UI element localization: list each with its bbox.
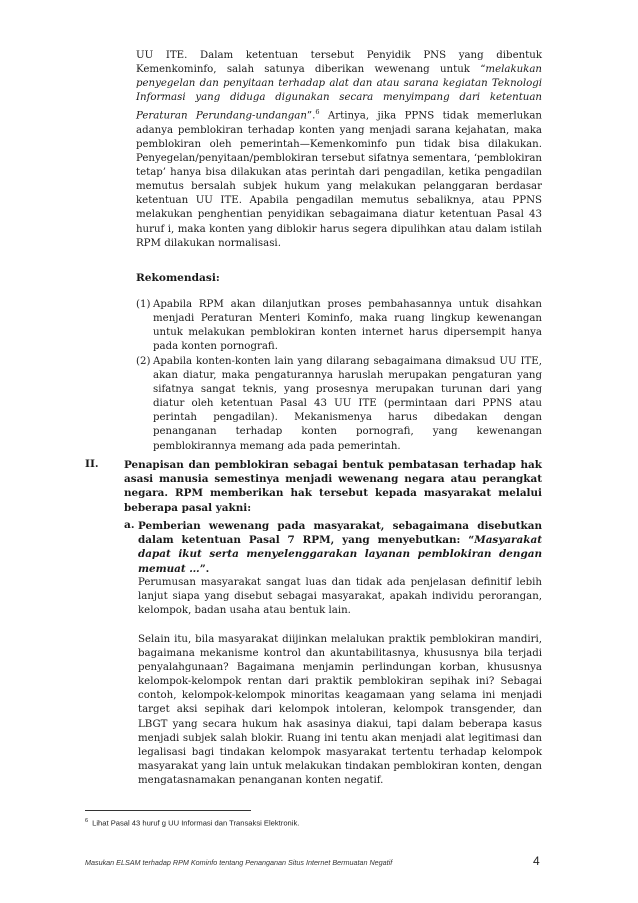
footnote: [85, 818, 299, 828]
subsection-quote-end: ”.: [199, 562, 210, 575]
list-item-text: Apabila RPM akan dilanjutkan proses pembahasannya untuk disahkan menjadi Peraturan Menteri Kominfo, maka ruang lingkup kewenangan untuk melakukan pemblokiran konten internet harus dipersempit hanya pada konten pornografi.: [153, 299, 542, 353]
section-heading: Penapisan dan pemblokiran sebagai bentuk pembatasan terhadap hak asasi manusia semestinya menjadi wewenang negara atau perangkat negara. RPM memberikan hak tersebut kepada masyarakat melalui beberapa pasal yakni:: [124, 459, 542, 514]
subsection-text: Pemberian wewenang pada masyarakat, sebagaimana disebutkan dalam ketentuan Pasal 7 RPM, yang menyebutkan: “: [138, 520, 542, 547]
list-number: (1): [136, 299, 151, 310]
continuation-line: UU ITE. Dalam ketentuan tersebut Penyidik PNS yang dibentuk Kemenkominfo,: [136, 50, 542, 76]
list-item-text: Apabila konten-konten lain yang dilarang sebagaimana dimaksud UU ITE, akan diatur, maka pengaturannya haruslah merupakan pengaturan yang sifatnya sangat teknis, yang prosesnya merupakan turunan dari yang diatur oleh ketentuan Pasal 43 UU ITE (permintaan dari PPNS atau perintah pengadilan). Mekanismenya harus dibedakan dengan penanganan terhadap konten pornografi, yang kewenangan pemblokirannya memang ada pada pemerintah.: [153, 356, 542, 452]
subsection-quote: Masyarakat dapat ikut serta menyelenggarakan layanan pemblokiran dengan memuat …: [138, 534, 542, 575]
section-number: II.: [85, 458, 99, 470]
subsection-label: a.: [124, 519, 135, 531]
page-footer: Masukan ELSAM terhadap RPM Kominfo tentang Penanganan Situs Internet Bermuatan Negatif: [85, 858, 393, 867]
continuation-paragraph: [136, 49, 542, 251]
subsection-heading: [138, 519, 542, 576]
page-number: 4: [533, 854, 540, 868]
footnote-divider: [85, 810, 251, 811]
continuation-rest: Artinya, jika PPNS tidak memerlukan adanya pemblokiran terhadap konten yang menjadi sarana kejahatan, maka pemblokiran oleh pemerintah—Kemenkominfo pun tidak bisa dilakukan. Penyegelan/penyitaan/pemblokiran tersebut sifatnya sementara, ‘pemblokiran tetap’ hanya bisa dilakukan atas perintah dari pengadilan, ketika pengadilan memutus bersalah subjek hukum yang melakukan pelanggaran berdasar ketentuan UU ITE. Apabila pengadilan memutus sebaliknya, atau PPNS melakukan penghentian penyidikan sebagaimana diatur ketentuan Pasal 43 huruf i, maka konten yang diblokir harus segera dipulihkan atau dalam istilah RPM dilakukan normalisasi.: [136, 110, 542, 249]
list-item: [136, 298, 542, 354]
paragraph: Perumusan masyarakat sangat luas dan tidak ada penjelasan definitif lebih lanjut siapa yang disebut sebagai masyarakat, apakah individu perorangan, kelompok, badan usaha atau bentuk lain.: [138, 577, 542, 617]
footnote-marker: 6: [85, 818, 89, 824]
quote-close: ”.: [306, 110, 316, 122]
list-number: (2): [136, 356, 151, 367]
footnote-reference[interactable]: 6: [315, 108, 320, 117]
footnote-text: Lihat Pasal 43 huruf g UU Informasi dan Transaksi Elektronik.: [92, 818, 300, 828]
continuation-text: salah satunya diberikan wewenang untuk “: [226, 64, 486, 76]
list-item: [136, 355, 542, 454]
paragraph: Selain itu, bila masyarakat diijinkan melalukan praktik pemblokiran mandiri, bagaimana mekanisme kontrol dan akuntabilitasnya, khususnya bila terjadi penyalahgunaan? Bagaimana menjamin perlindungan korban, khususnya kelompok-kelompok rentan dari praktik pemblokiran sepihak ini? Sebagai contoh, kelompok-kelompok minoritas keagamaan yang selama ini menjadi target aksi sepihak dari kelompok intoleran, kelompok transgender, dan LBGT yang secara hukum hak asasinya diakui, tapi dalam beberapa kasus menjadi subjek salah blokir. Ruang ini tentu akan menjadi alat legitimasi dan legalisasi bagi tindakan kelompok masyarakat tertentu terhadap kelompok masyarakat yang lain untuk melakukan tindakan pemblokiran konten, dengan mengatasnamakan penanganan konten negatif.: [138, 634, 542, 786]
quoted-authority-italic: melakukan penyegelan dan penyitaan terhadap alat dan atau sarana kegiatan Teknologi Informasi yang diduga digunakan secara menyimpang dari ketentuan Peraturan Perundang-undangan: [136, 64, 542, 122]
rekomendasi-heading: Rekomendasi:: [136, 272, 220, 284]
